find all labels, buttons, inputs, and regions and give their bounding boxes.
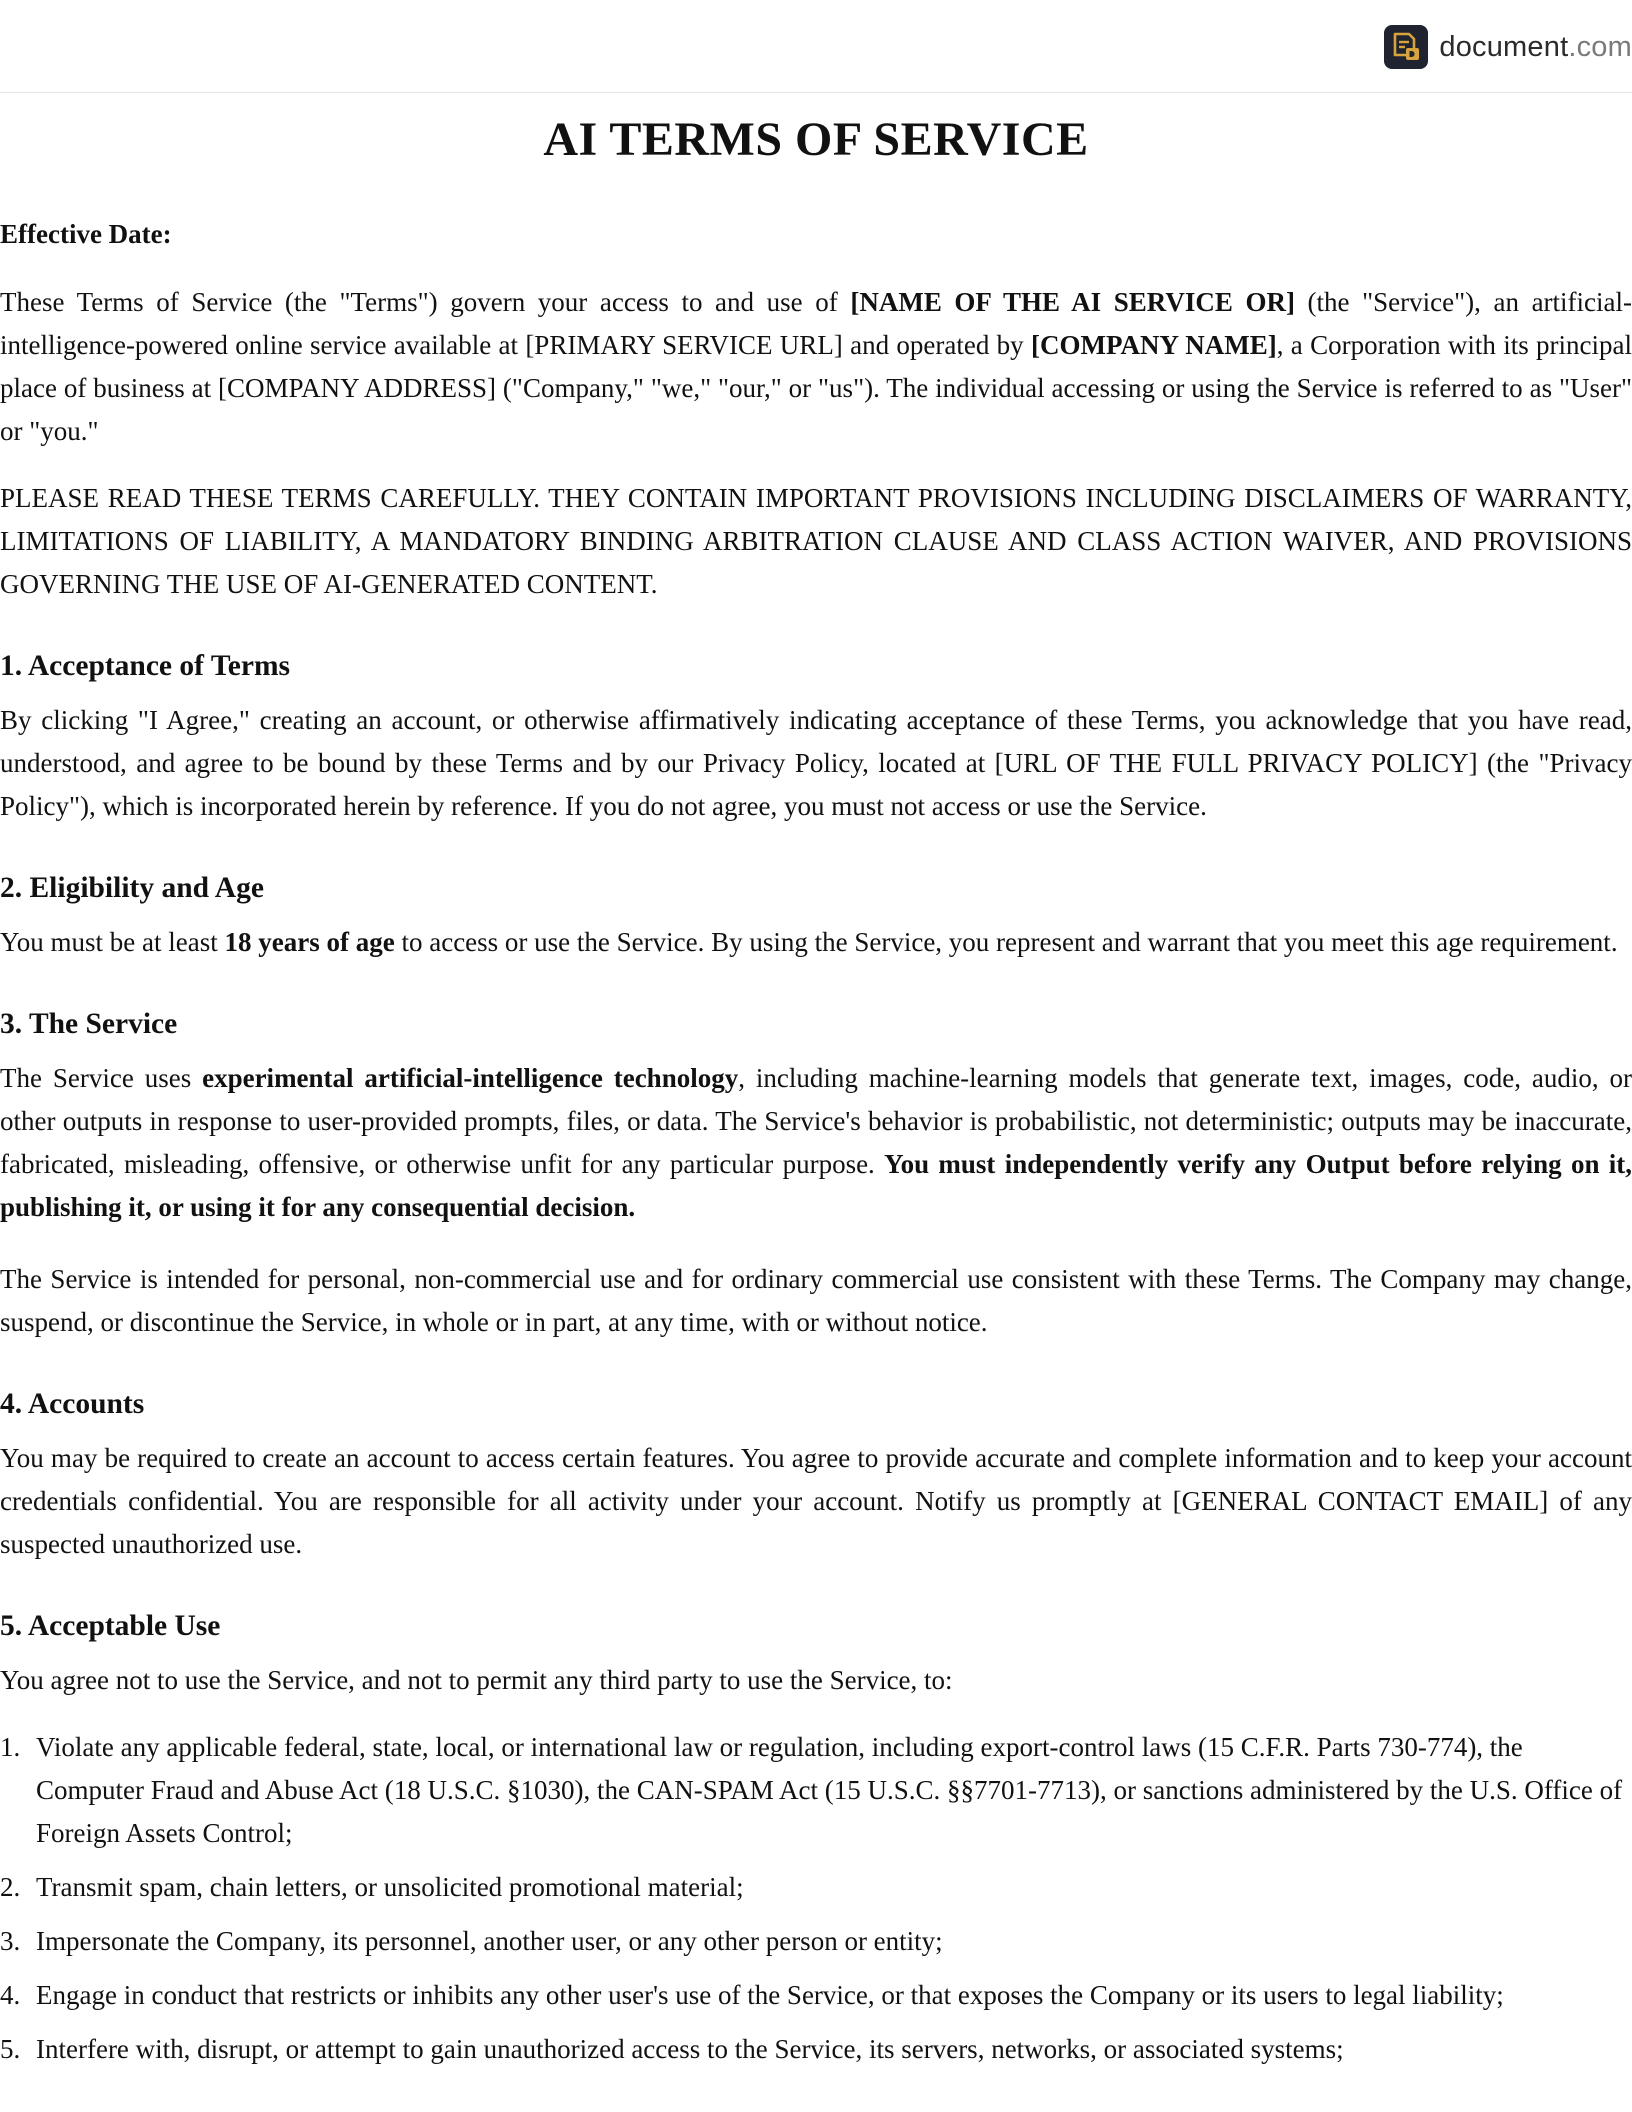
intro-paragraph — [0, 281, 1632, 453]
list-item — [0, 2028, 1632, 2071]
document-body — [0, 108, 1632, 2082]
section-heading-acceptance: 1. Acceptance of Terms — [0, 650, 291, 682]
effective-date-label: Effective Date: — [0, 219, 172, 249]
company-name-placeholder: [COMPANY NAME] — [1030, 330, 1277, 360]
list-item — [0, 1726, 1632, 1855]
intro-text-3: , a Corporation with its principal place of business at [COMPANY ADDRESS] ("Company," "we," "our," or "us"). The individual accessing or using the Service is referred to as "User" or "you." — [0, 330, 1632, 446]
list-item-number: 1. — [0, 1732, 21, 1762]
list-item — [0, 1866, 1632, 1909]
brand-name-main: document — [1439, 30, 1569, 63]
section-heading-service: 3. The Service — [0, 1008, 178, 1040]
section-heading-accounts: 4. Accounts — [0, 1388, 145, 1420]
list-item-number: 5. — [0, 2034, 21, 2064]
eligibility-age: 18 years of age — [224, 927, 395, 957]
service-bold-1: experimental artificial-intelligence technology — [202, 1063, 739, 1093]
service-name-placeholder: [NAME OF THE AI SERVICE OR] — [850, 287, 1295, 317]
section-text-acceptance: By clicking "I Agree," creating an account, or otherwise affirmatively indicating acceptance of these Terms, you acknowledge that you have read, understood, and agree to be bound by these Terms and by our Privacy Policy, located at [URL OF THE FULL PRIVACY POLICY] (the "Privacy Policy"), which is incorporated herein by reference. If you do not agree, you must not access or use the Service. — [0, 705, 1632, 821]
document-title: AI TERMS OF SERVICE — [543, 113, 1089, 166]
section-text-eligibility — [0, 921, 1632, 964]
brand-link[interactable] — [1384, 25, 1632, 69]
service-bold-2: You must independently verify any Output before relying on it, publishing it, or using it for any consequential decision. — [0, 1149, 1632, 1222]
list-item-number: 4. — [0, 1980, 21, 2010]
section-text-service-1 — [0, 1057, 1632, 1229]
eligibility-text-2: to access or use the Service. By using the Service, you represent and warrant that you meet this age requirement. — [394, 927, 1618, 957]
service-text-1: The Service uses — [0, 1063, 203, 1093]
list-item-text: Transmit spam, chain letters, or unsolicited promotional material; — [36, 1872, 744, 1902]
section-heading-acceptable-use: 5. Acceptable Use — [0, 1610, 221, 1642]
intro-text-2: (the "Service"), an artificial-intelligence-powered online service available at [PRIMARY SERVICE URL] and operated by — [0, 287, 1632, 360]
section-text-service-2: The Service is intended for personal, non-commercial use and for ordinary commercial use consistent with these Terms. The Company may change, suspend, or discontinue the Service, in whole or in part, at any time, with or without notice. — [0, 1264, 1632, 1337]
list-item-text: Engage in conduct that restricts or inhibits any other user's use of the Service, or that exposes the Company or its users to legal liability; — [36, 1980, 1504, 2010]
list-item-number: 3. — [0, 1926, 21, 1956]
list-item — [0, 1974, 1632, 2017]
list-item-text: Violate any applicable federal, state, local, or international law or regulation, including export-control laws (15 C.F.R. Parts 730-774), the Computer Fraud and Abuse Act (18 U.S.C. §1030), the CAN-SPAM Act (15 U.S.C. §§7701-7713), or sanctions administered by the U.S. Office of Foreign Assets Control; — [36, 1732, 1623, 1848]
document-logo-icon — [1384, 25, 1428, 69]
acceptable-use-list — [0, 1726, 1632, 2071]
list-item-text: Interfere with, disrupt, or attempt to gain unauthorized access to the Service, its servers, networks, or associated systems; — [36, 2034, 1344, 2064]
list-item-number: 2. — [0, 1872, 21, 1902]
list-item — [0, 1920, 1632, 1963]
eligibility-text-1: You must be at least — [0, 927, 225, 957]
section-heading-eligibility: 2. Eligibility and Age — [0, 872, 264, 904]
section-text-accounts: You may be required to create an account to access certain features. You agree to provide accurate and complete information and to keep your account credentials confidential. You are responsible for all activity under your account. Notify us promptly at [GENERAL CONTACT EMAIL] of any suspected unauthorized use. — [0, 1443, 1632, 1559]
intro-text-1: These Terms of Service (the "Terms") govern your access to and use of — [0, 287, 851, 317]
section-text-acceptable-use: You agree not to use the Service, and not to permit any third party to use the Service, to: — [0, 1665, 953, 1695]
list-item-text: Impersonate the Company, its personnel, another user, or any other person or entity; — [36, 1926, 943, 1956]
header-bar — [0, 0, 1632, 93]
warning-paragraph: PLEASE READ THESE TERMS CAREFULLY. THEY CONTAIN IMPORTANT PROVISIONS INCLUDING DISCLAIMERS OF WARRANTY, LIMITATIONS OF LIABILITY, A MANDATORY BINDING ARBITRATION CLAUSE AND CLASS ACTION WAIVER, AND PROVISIONS GOVERNING THE USE OF AI-GENERATED CONTENT. — [0, 483, 1632, 599]
service-text-2: , including machine-learning models that generate text, images, code, audio, or other outputs in response to user-provided prompts, files, or data. The Service's behavior is probabilistic, not deterministic; outputs may be inaccurate, fabricated, misleading, offensive, or otherwise unfit for any particular purpose. — [0, 1063, 1632, 1179]
brand-name-tld: .com — [1568, 30, 1632, 63]
brand-name — [1439, 31, 1632, 64]
